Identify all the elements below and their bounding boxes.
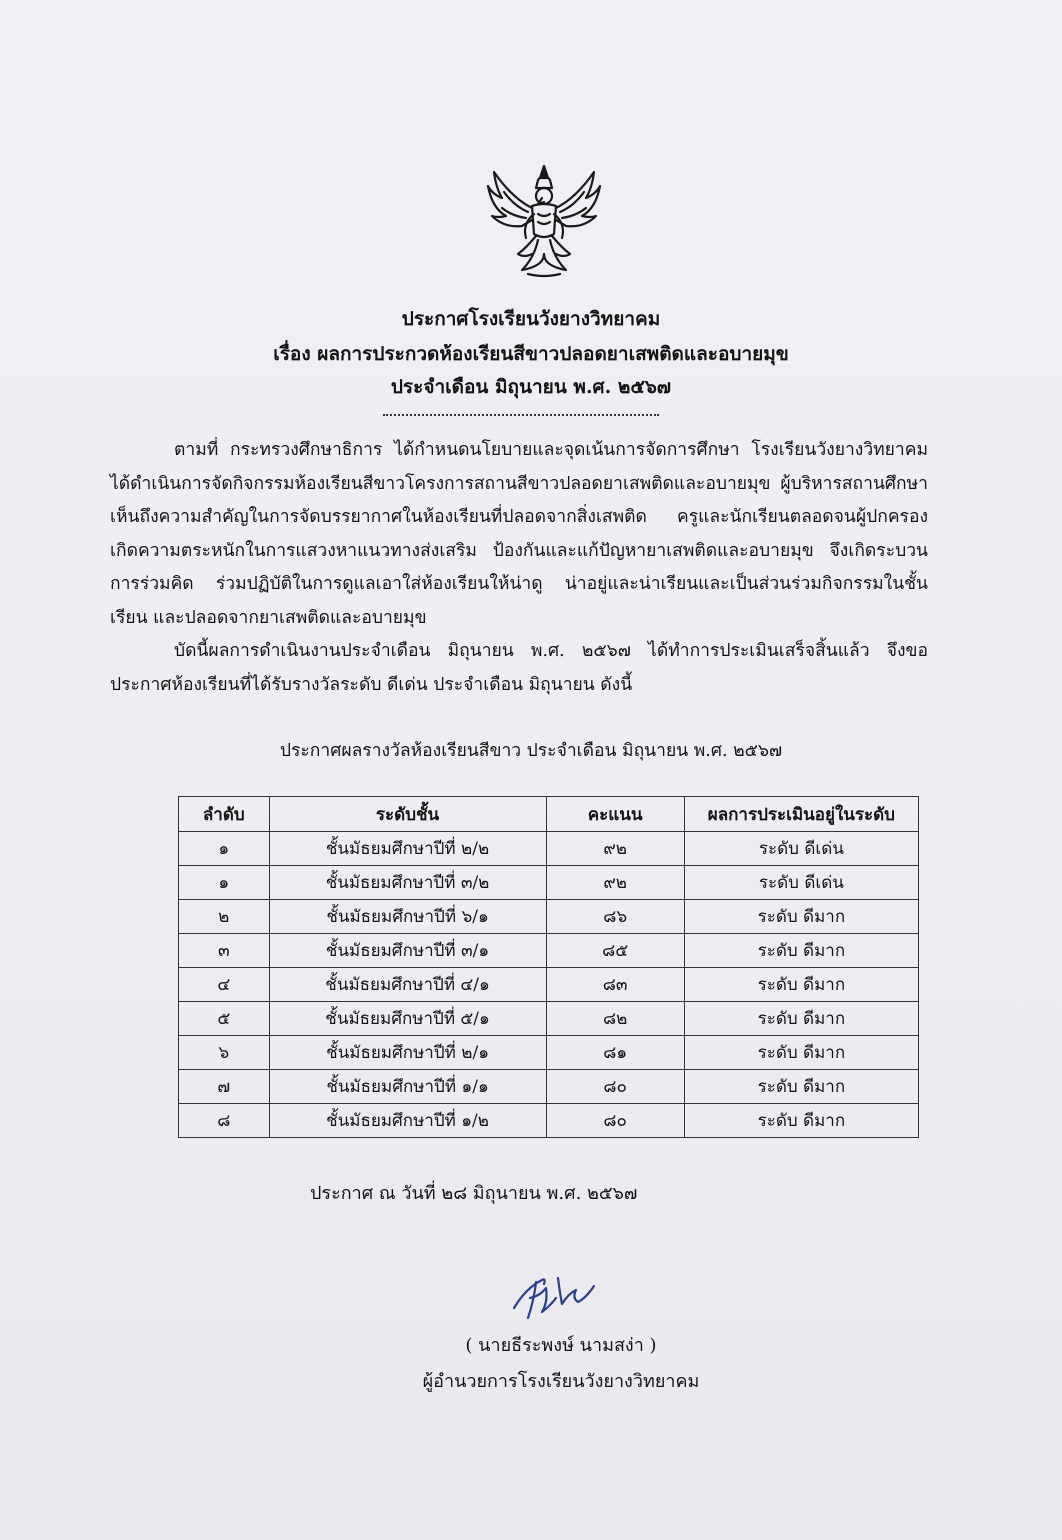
cell-rank: ๕ <box>179 1002 270 1036</box>
cell-score: ๘๖ <box>546 900 684 934</box>
announcement-period: ประจำเดือน มิถุนายน พ.ศ. ๒๕๖๗ <box>390 376 672 398</box>
cell-evaluation: ระดับ ดีมาก <box>684 934 918 968</box>
body-paragraph-2: บัดนี้ผลการดำเนินงานประจำเดือน มิถุนายน พ.ศ. ๒๕๖๗ ได้ทำการประเมินเสร็จสิ้นแล้ว จึงขอประกาศห้องเรียนที่ได้รับรางวัลระดับ ดีเด่น ประจำเดือน มิถุนายน ดังนี้ <box>110 641 928 695</box>
signature-icon <box>506 1268 606 1328</box>
signer-position: ผู้อำนวยการโรงเรียนวังยางวิทยาคม <box>422 1371 700 1392</box>
cell-class-level: ชั้นมัธยมศึกษาปีที่ ๑/๒ <box>269 1104 546 1138</box>
table-row <box>179 1002 919 1036</box>
cell-rank: ๑ <box>179 866 270 900</box>
header-evaluation: ผลการประเมินอยู่ในระดับ <box>684 797 918 832</box>
cell-score: ๘๕ <box>546 934 684 968</box>
table-caption: ประกาศผลรางวัลห้องเรียนสีขาว ประจำเดือน มิถุนายน พ.ศ. ๒๕๖๗ <box>279 741 783 761</box>
cell-rank: ๖ <box>179 1036 270 1070</box>
announcement-subject: เรื่อง ผลการประกวดห้องเรียนสีขาวปลอดยาเสพติดและอบายมุข <box>273 343 789 365</box>
cell-class-level: ชั้นมัธยมศึกษาปีที่ ๖/๑ <box>269 900 546 934</box>
cell-score: ๘๑ <box>546 1036 684 1070</box>
cell-score: ๙๒ <box>546 866 684 900</box>
cell-evaluation: ระดับ ดีมาก <box>684 1104 918 1138</box>
table-row <box>179 832 919 866</box>
table-row <box>179 934 919 968</box>
announcement-body <box>110 434 928 702</box>
dotted-divider <box>383 414 659 416</box>
cell-score: ๘๐ <box>546 1104 684 1138</box>
cell-class-level: ชั้นมัธยมศึกษาปีที่ ๒/๒ <box>269 832 546 866</box>
table-row <box>179 1104 919 1138</box>
announcement-title: ประกาศโรงเรียนวังยางวิทยาคม <box>401 308 661 330</box>
cell-class-level: ชั้นมัธยมศึกษาปีที่ ๓/๑ <box>269 934 546 968</box>
cell-rank: ๔ <box>179 968 270 1002</box>
cell-evaluation: ระดับ ดีมาก <box>684 1002 918 1036</box>
cell-score: ๙๒ <box>546 832 684 866</box>
garuda-emblem-icon <box>482 158 606 284</box>
cell-rank: ๑ <box>179 832 270 866</box>
table-row <box>179 866 919 900</box>
cell-rank: ๒ <box>179 900 270 934</box>
announcement-date: ประกาศ ณ วันที่ ๒๘ มิถุนายน พ.ศ. ๒๕๖๗ <box>310 1183 638 1204</box>
table-row <box>179 968 919 1002</box>
header-score: คะแนน <box>546 797 684 832</box>
cell-class-level: ชั้นมัธยมศึกษาปีที่ ๑/๑ <box>269 1070 546 1104</box>
cell-score: ๘๐ <box>546 1070 684 1104</box>
cell-class-level: ชั้นมัธยมศึกษาปีที่ ๓/๒ <box>269 866 546 900</box>
signer-name: ( นายธีระพงษ์ นามสง่า ) <box>465 1335 657 1356</box>
body-paragraph-1: ตามที่ กระทรวงศึกษาธิการ ได้กำหนดนโยบายและจุดเน้นการจัดการศึกษา โรงเรียนวังยางวิทยาคม ได้ดำเนินการจัดกิจกรรมห้องเรียนสีขาวโครงการสถานสีขาวปลอดยาเสพติดและอบายมุข ผู้บริหารสถานศึกษาเห็นถึงความสำคัญในการจัดบรรยากาศในห้องเรียนที่ปลอดจากสิ่งเสพติด ครูและนักเรียนตลอดจนผู้ปกครองเกิดความตระหนักในการแสวงหาแนวทางส่งเสริม ป้องกันและแก้ปัญหายาเสพติดและอบายมุข จึงเกิดระบวนการร่วมคิด ร่วมปฏิบัติในการดูแลเอาใส่ห้องเรียนให้น่าดู น่าอยู่และน่าเรียนและเป็นส่วนร่วมกิจกรรมในชั้นเรียน และปลอดจากยาเสพติดและอบายมุข <box>110 440 928 628</box>
header-rank: ลำดับ <box>179 797 270 832</box>
cell-rank: ๗ <box>179 1070 270 1104</box>
cell-class-level: ชั้นมัธยมศึกษาปีที่ ๔/๑ <box>269 968 546 1002</box>
cell-evaluation: ระดับ ดีเด่น <box>684 832 918 866</box>
table-header-row <box>179 797 919 832</box>
cell-evaluation: ระดับ ดีมาก <box>684 1070 918 1104</box>
cell-rank: ๓ <box>179 934 270 968</box>
cell-evaluation: ระดับ ดีมาก <box>684 900 918 934</box>
cell-class-level: ชั้นมัธยมศึกษาปีที่ ๕/๑ <box>269 1002 546 1036</box>
cell-evaluation: ระดับ ดีเด่น <box>684 866 918 900</box>
cell-rank: ๘ <box>179 1104 270 1138</box>
header-class-level: ระดับชั้น <box>269 797 546 832</box>
cell-score: ๘๒ <box>546 1002 684 1036</box>
results-table <box>178 796 919 1138</box>
table-row <box>179 900 919 934</box>
cell-evaluation: ระดับ ดีมาก <box>684 1036 918 1070</box>
table-row <box>179 1070 919 1104</box>
table-row <box>179 1036 919 1070</box>
cell-evaluation: ระดับ ดีมาก <box>684 968 918 1002</box>
cell-score: ๘๓ <box>546 968 684 1002</box>
cell-class-level: ชั้นมัธยมศึกษาปีที่ ๒/๑ <box>269 1036 546 1070</box>
